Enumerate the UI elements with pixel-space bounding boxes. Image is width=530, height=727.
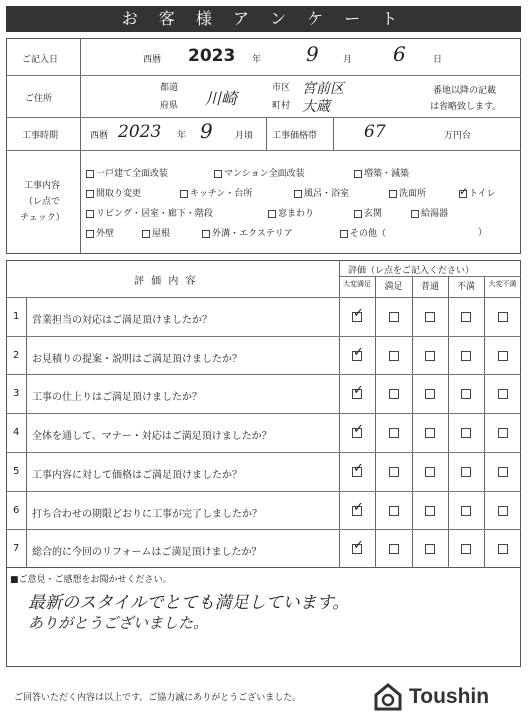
work-option[interactable] bbox=[86, 226, 114, 239]
check-mark-icon: ✓ bbox=[353, 306, 364, 321]
period-month-unit: 月頃 bbox=[235, 131, 254, 141]
rating-checkbox[interactable] bbox=[425, 389, 435, 399]
work-option-checkbox[interactable] bbox=[180, 190, 188, 198]
address-note-1: 番地以降の記載 bbox=[433, 86, 497, 96]
rating-checkbox[interactable] bbox=[389, 544, 399, 554]
brand-name: Toushin bbox=[409, 685, 490, 708]
work-option-checkbox[interactable] bbox=[411, 210, 419, 218]
rating-checkbox[interactable] bbox=[498, 467, 508, 477]
work-option[interactable] bbox=[202, 226, 293, 239]
rating-checkbox[interactable] bbox=[425, 312, 435, 322]
price-unit: 万円台 bbox=[444, 131, 472, 141]
rating-checkbox[interactable] bbox=[389, 467, 399, 477]
question-text: 工事内容に対して価格はご満足頂けましたか？ bbox=[32, 470, 242, 481]
evaluation-table bbox=[6, 260, 521, 568]
rating-header: 普通 bbox=[420, 282, 439, 292]
rating-header: 満足 bbox=[384, 282, 403, 292]
comment-line-1[interactable]: 最新のスタイルでとても満足しています。 bbox=[28, 593, 350, 613]
content-label-3: チェック） bbox=[20, 213, 65, 223]
date-era: 西暦 bbox=[143, 55, 162, 65]
other-close: ） bbox=[478, 228, 488, 238]
price-value[interactable]: 67 bbox=[364, 122, 386, 142]
work-option[interactable] bbox=[86, 206, 213, 219]
work-option-label: キッチン・台所 bbox=[190, 189, 253, 199]
info-table bbox=[6, 38, 521, 254]
rating-checkbox[interactable] bbox=[425, 351, 435, 361]
work-option-label: 外溝・エクステリア bbox=[212, 229, 293, 239]
work-option-label: 給湯器 bbox=[421, 209, 449, 219]
work-option-label: マンション全面改装 bbox=[224, 169, 305, 179]
work-option-checkbox[interactable] bbox=[202, 230, 210, 238]
content-label-2: （レ点で bbox=[24, 197, 61, 207]
rating-checkbox[interactable] bbox=[389, 506, 399, 516]
work-option-label: リビング・居室・廊下・階段 bbox=[96, 209, 213, 219]
work-option-label: 外壁 bbox=[96, 229, 115, 239]
check-mark-icon: ✓ bbox=[353, 422, 364, 437]
rating-checkbox[interactable] bbox=[425, 428, 435, 438]
question-number: 4 bbox=[13, 427, 20, 438]
check-mark-icon: ✓ bbox=[353, 461, 364, 476]
work-option-label: その他（ bbox=[350, 229, 387, 239]
city-top: 市区 bbox=[272, 83, 291, 93]
work-option-label: 屋根 bbox=[152, 229, 171, 239]
rating-checkbox[interactable] bbox=[461, 428, 471, 438]
town-handwritten-1[interactable]: 宮前区 bbox=[302, 81, 344, 97]
rating-checkbox[interactable] bbox=[461, 467, 471, 477]
check-mark-icon: ✓ bbox=[353, 383, 364, 398]
rating-checkbox[interactable] bbox=[461, 389, 471, 399]
work-option-checkbox[interactable] bbox=[86, 210, 94, 218]
work-option[interactable] bbox=[354, 206, 382, 219]
work-option[interactable] bbox=[354, 166, 409, 179]
work-option-checkbox[interactable] bbox=[268, 210, 276, 218]
survey-title: お 客 様 ア ン ケ ー ト bbox=[6, 6, 521, 32]
date-day[interactable]: 6 bbox=[393, 42, 406, 66]
rating-checkbox[interactable] bbox=[389, 351, 399, 361]
city-bottom: 町村 bbox=[272, 101, 291, 111]
rating-checkbox[interactable] bbox=[498, 544, 508, 554]
pref-top: 都道 bbox=[160, 83, 179, 93]
work-option[interactable] bbox=[411, 206, 448, 219]
work-option-label: 洗面所 bbox=[399, 189, 427, 199]
period-era: 西暦 bbox=[90, 131, 109, 141]
work-option[interactable] bbox=[268, 206, 314, 219]
period-label: 工事時期 bbox=[22, 131, 59, 141]
work-option-checkbox[interactable] bbox=[340, 230, 348, 238]
rating-checkbox[interactable] bbox=[389, 312, 399, 322]
question-number: 5 bbox=[13, 466, 20, 477]
work-option-checkbox[interactable] bbox=[354, 170, 362, 178]
brand-logo bbox=[373, 682, 523, 714]
rating-checkbox[interactable] bbox=[461, 312, 471, 322]
work-option-label: 一戸建て全面改装 bbox=[96, 169, 169, 179]
work-option-checkbox[interactable] bbox=[294, 190, 302, 198]
work-option-checkbox[interactable] bbox=[389, 190, 397, 198]
rating-checkbox[interactable] bbox=[498, 428, 508, 438]
rating-checkbox[interactable] bbox=[425, 467, 435, 477]
rating-checkbox[interactable] bbox=[389, 389, 399, 399]
period-year[interactable]: 2023 bbox=[118, 122, 162, 142]
question-text: 打ち合わせの期限どおりに工事が完了しましたか？ bbox=[32, 509, 262, 520]
question-number: 2 bbox=[13, 350, 20, 361]
check-mark-icon: ✓ bbox=[353, 500, 364, 515]
footer-thanks: ご回答いただく内容は以上です。ご協力誠にありがとうございました。 bbox=[14, 693, 302, 703]
rating-checkbox[interactable] bbox=[498, 312, 508, 322]
date-year[interactable]: 2023 bbox=[188, 46, 236, 66]
rating-checkbox[interactable] bbox=[461, 544, 471, 554]
work-option-label: トイレ bbox=[469, 189, 496, 199]
rating-header: 不満 bbox=[456, 282, 475, 292]
rating-checkbox[interactable] bbox=[425, 506, 435, 516]
work-option-label: 玄関 bbox=[364, 209, 383, 219]
work-option-label: 風呂・浴室 bbox=[304, 189, 350, 199]
work-option-checkbox[interactable] bbox=[86, 230, 94, 238]
work-option[interactable] bbox=[142, 226, 170, 239]
rating-checkbox[interactable] bbox=[498, 389, 508, 399]
price-label: 工事価格帯 bbox=[272, 131, 318, 141]
work-option-checkbox[interactable] bbox=[142, 230, 150, 238]
question-text: 総合的に今回のリフォームはご満足頂けましたか？ bbox=[32, 547, 262, 558]
work-option[interactable] bbox=[340, 226, 386, 239]
question-number: 1 bbox=[13, 311, 20, 322]
work-option[interactable] bbox=[86, 166, 168, 179]
pref-bottom: 府県 bbox=[160, 101, 179, 111]
work-option-checkbox[interactable] bbox=[354, 210, 362, 218]
content-label-1: 工事内容 bbox=[24, 181, 61, 191]
address-label: ご住所 bbox=[25, 94, 53, 104]
date-month[interactable]: 9 bbox=[306, 42, 319, 66]
check-mark-icon: ✓ bbox=[353, 345, 364, 360]
address-note-2: は省略致します。 bbox=[430, 102, 502, 112]
house-logo-icon bbox=[373, 682, 403, 712]
city-handwritten[interactable]: 川崎 bbox=[205, 89, 238, 108]
work-option[interactable] bbox=[180, 186, 252, 199]
date-label: ご記入日 bbox=[22, 55, 59, 65]
work-option-checkbox[interactable] bbox=[214, 170, 222, 178]
question-number: 7 bbox=[13, 543, 20, 554]
work-option-label: 増築・減築 bbox=[364, 169, 410, 179]
rating-checkbox[interactable] bbox=[461, 351, 471, 361]
work-option-checkbox[interactable] bbox=[86, 170, 94, 178]
work-option-checkbox[interactable] bbox=[86, 190, 94, 198]
work-option[interactable] bbox=[86, 186, 141, 199]
work-option[interactable] bbox=[214, 166, 305, 179]
check-mark-icon: ✓ bbox=[353, 538, 364, 553]
town-handwritten-2[interactable]: 大蔵 bbox=[302, 99, 330, 115]
eval-header-right: 評価（レ点をご記入ください） bbox=[348, 266, 475, 276]
rating-checkbox[interactable] bbox=[498, 351, 508, 361]
question-text: 工事の仕上りはご満足頂けましたか？ bbox=[32, 392, 202, 403]
question-number: 6 bbox=[13, 505, 20, 516]
eval-header-left: 評 価 内 容 bbox=[134, 276, 198, 287]
rating-checkbox[interactable] bbox=[498, 506, 508, 516]
work-option[interactable] bbox=[389, 186, 426, 199]
work-option[interactable] bbox=[294, 186, 349, 199]
comment-line-2[interactable]: ありがとうございました。 bbox=[28, 614, 209, 632]
check-mark-icon: ✓ bbox=[459, 184, 469, 198]
rating-header: 大変満足 bbox=[343, 280, 371, 288]
work-option[interactable] bbox=[459, 186, 496, 199]
period-month[interactable]: 9 bbox=[200, 119, 213, 143]
work-option-label: 窓まわり bbox=[278, 209, 315, 219]
question-number: 3 bbox=[13, 388, 20, 399]
date-month-unit: 月 bbox=[343, 55, 353, 65]
info-label-divider bbox=[80, 38, 81, 254]
comments-label: ■ご意見・ご感想をお聞かせください。 bbox=[10, 575, 172, 585]
rating-checkbox[interactable] bbox=[389, 428, 399, 438]
work-option-label: 間取り変更 bbox=[96, 189, 142, 199]
period-year-unit: 年 bbox=[177, 131, 187, 141]
rating-checkbox[interactable] bbox=[425, 544, 435, 554]
question-text: 営業担当の対応はご満足頂けましたか？ bbox=[32, 315, 212, 326]
question-text: お見積りの提案・説明はご満足頂けましたか？ bbox=[32, 354, 242, 365]
work-option-checkbox[interactable] bbox=[459, 184, 469, 198]
date-day-unit: 日 bbox=[433, 55, 443, 65]
question-text: 全体を通して、マナー・対応はご満足頂けましたか？ bbox=[32, 431, 272, 442]
rating-checkbox[interactable] bbox=[461, 506, 471, 516]
rating-header: 大変不満 bbox=[488, 280, 517, 288]
date-year-unit: 年 bbox=[252, 55, 262, 65]
